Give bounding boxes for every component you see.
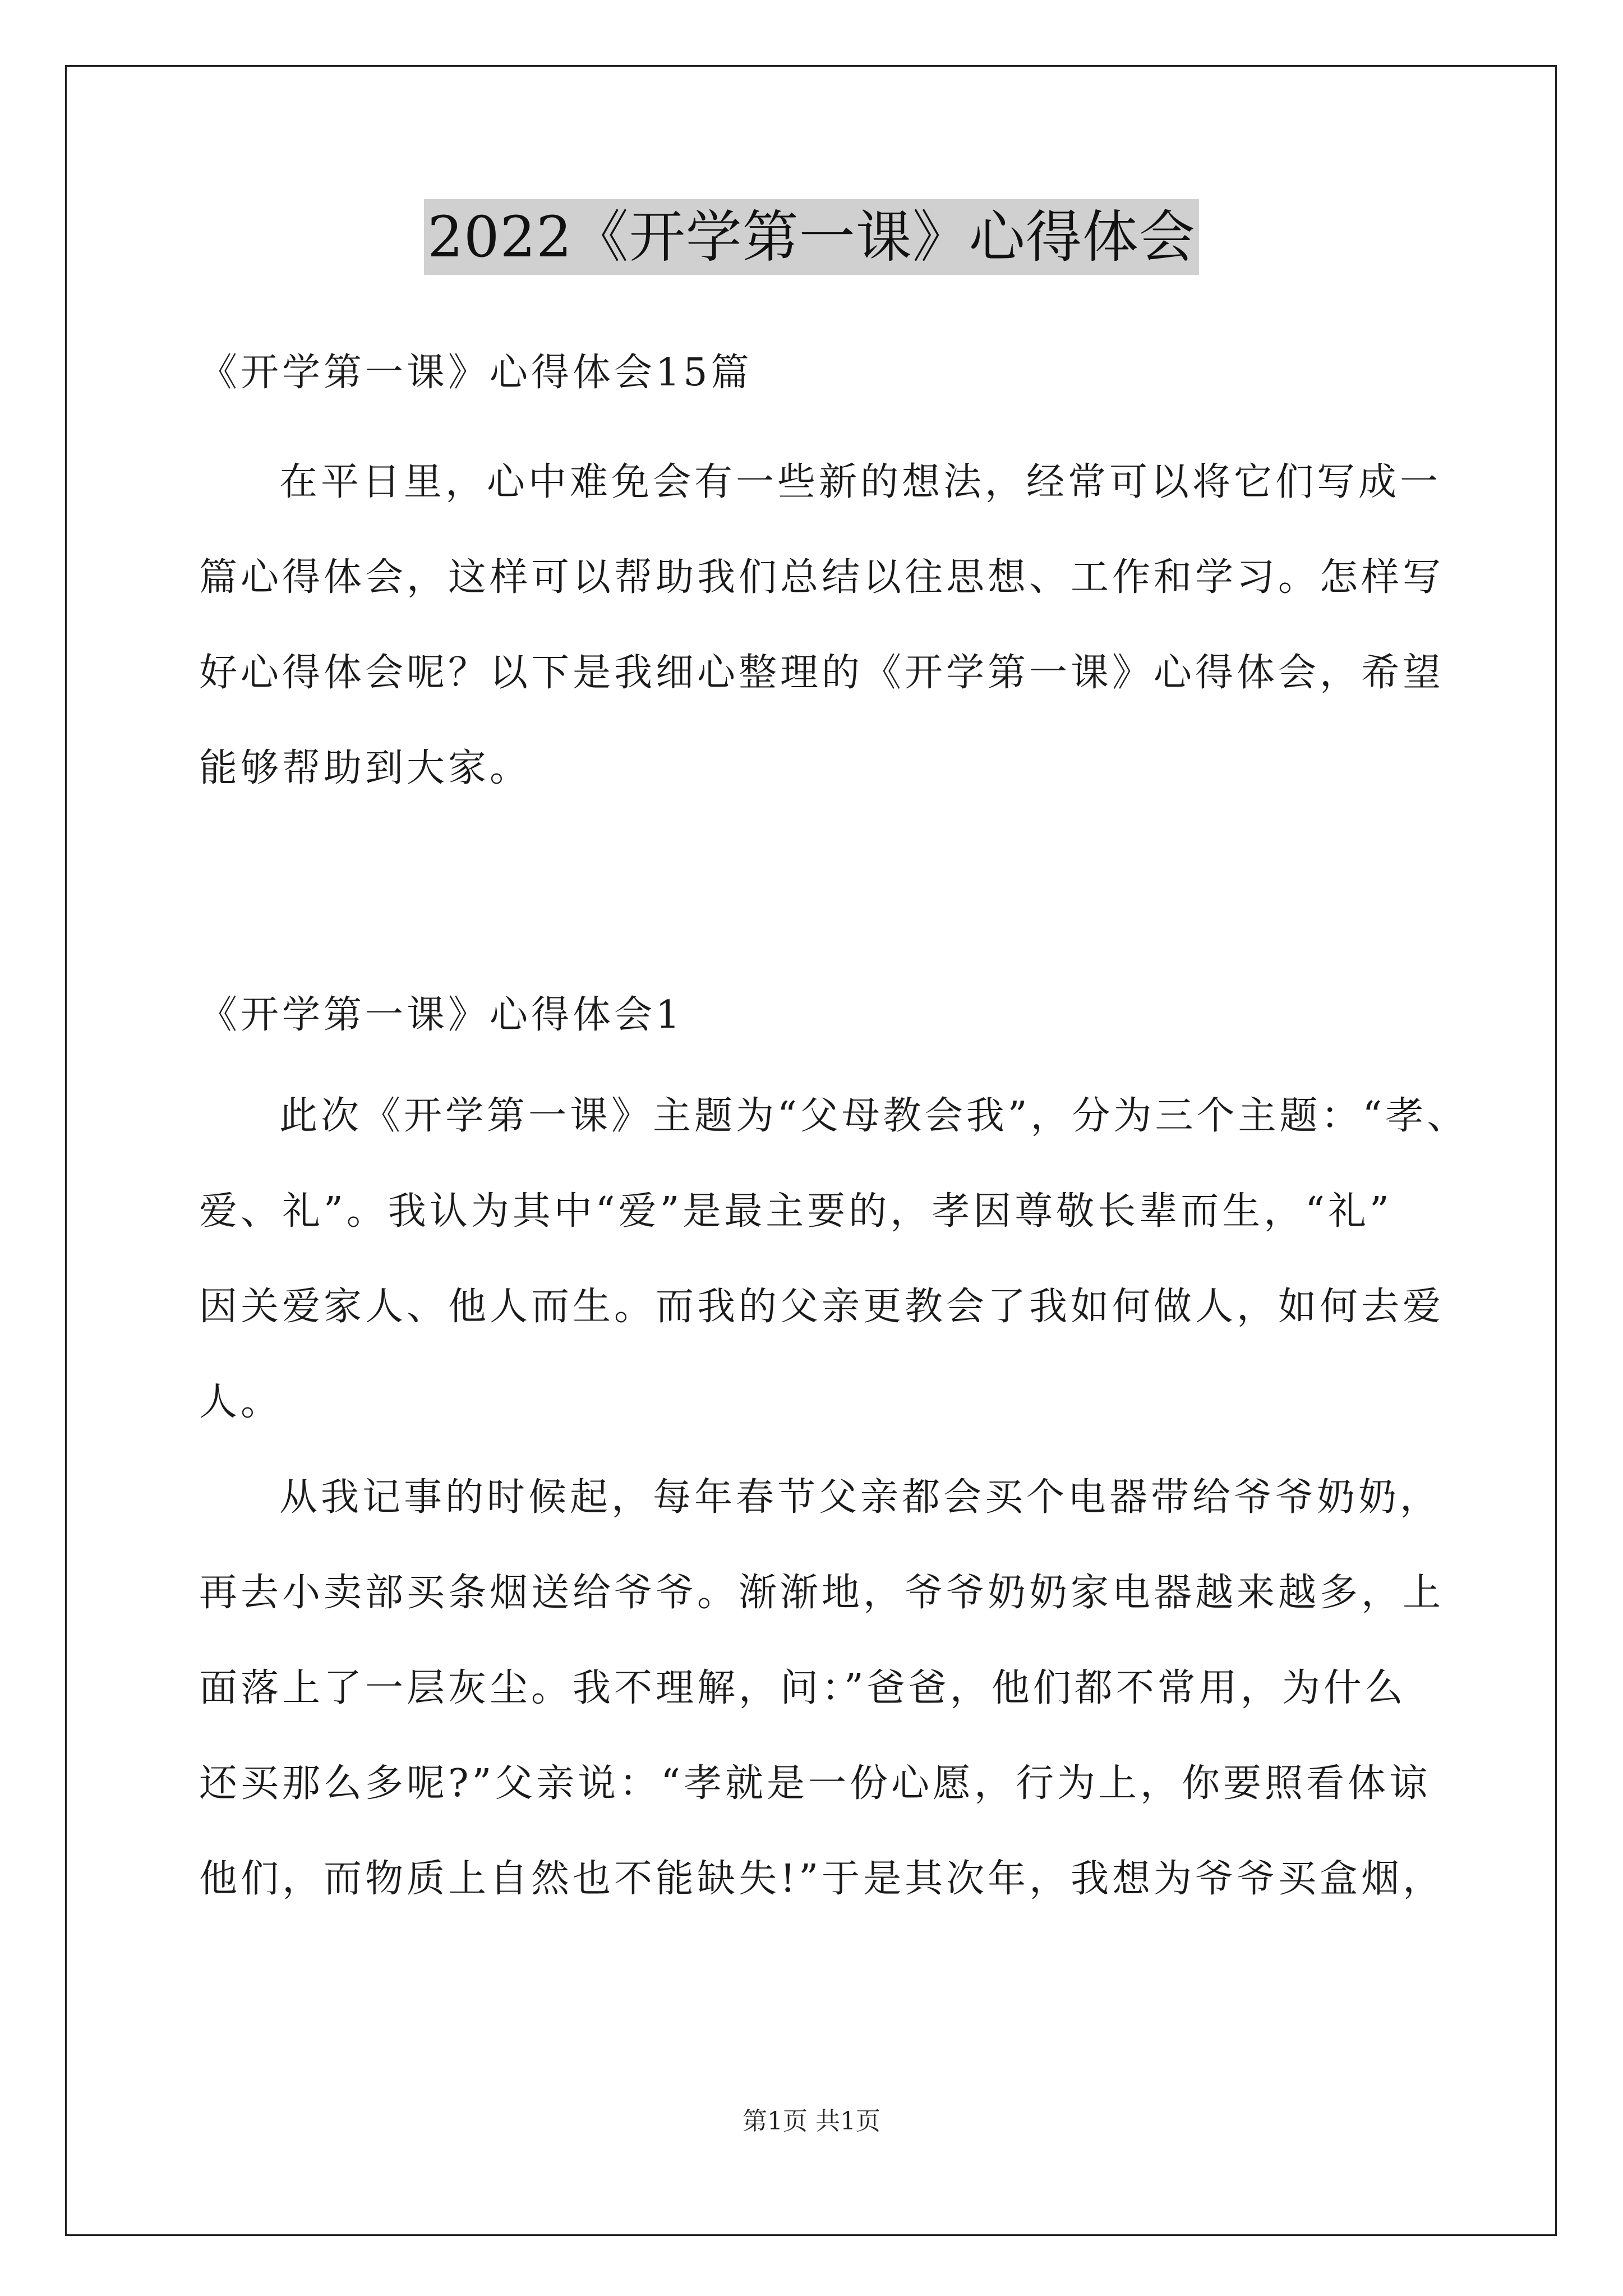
title-container — [0, 199, 1623, 275]
section-heading: 《开学第一课》心得体会1 — [199, 993, 684, 1037]
intro-line: 篇心得体会，这样可以帮助我们总结以往思想、工作和学习。怎样写 — [199, 555, 1445, 600]
paragraph-line: 面落上了一层灰尘。我不理解，问：”爸爸，他们都不常用，为什么 — [199, 1666, 1407, 1710]
paragraph-line: 爱、礼”。我认为其中“爱”是最主要的，孝因尊敬长辈而生，“礼” — [199, 1189, 1393, 1234]
document-title: 2022《开学第一课》心得体会 — [424, 199, 1199, 275]
intro-line: 能够帮助到大家。 — [199, 746, 532, 790]
page-footer: 第1页 共1页 — [743, 2107, 880, 2136]
paragraph-line: 他们，而物质上自然也不能缺失!”于是其次年，我想为爷爷买盒烟， — [199, 1857, 1445, 1901]
paragraph-line: 还买那么多呢?”父亲说：“孝就是一份心愿，行为上，你要照看体谅 — [199, 1761, 1431, 1806]
paragraph-line: 再去小卖部买条烟送给爷爷。渐渐地，爷爷奶奶家电器越来越多，上 — [199, 1571, 1445, 1615]
paragraph-line: 此次《开学第一课》主题为“父母教会我”，分为三个主题：“孝、 — [279, 1094, 1469, 1138]
intro-line: 好心得体会呢？以下是我细心整理的《开学第一课》心得体会，希望 — [199, 651, 1445, 695]
subtitle: 《开学第一课》心得体会15篇 — [199, 351, 753, 395]
paragraph-line: 从我记事的时候起，每年春节父亲都会买个电器带给爷爷奶奶， — [279, 1475, 1442, 1520]
intro-line: 在平日里，心中难免会有一些新的想法，经常可以将它们写成一 — [279, 460, 1442, 504]
paragraph-line: 人。 — [199, 1380, 283, 1424]
paragraph-line: 因关爱家人、他人而生。而我的父亲更教会了我如何做人，如何去爱 — [199, 1285, 1445, 1329]
